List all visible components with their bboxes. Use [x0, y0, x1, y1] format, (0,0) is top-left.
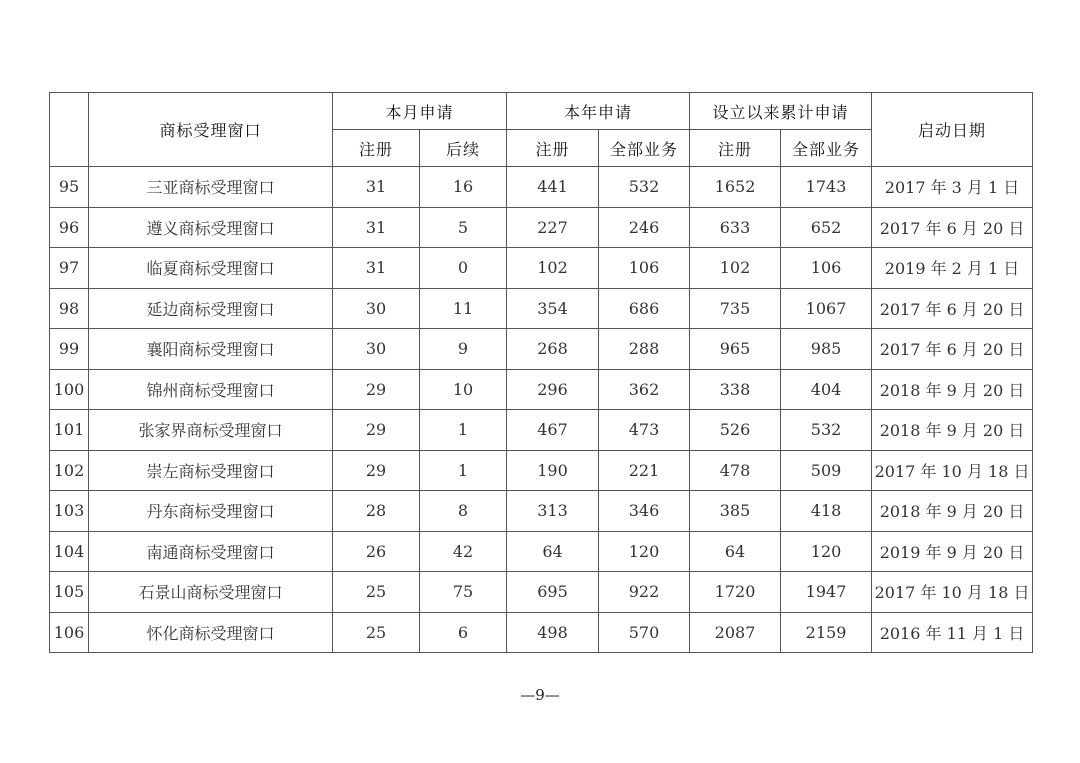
total-all-count: 532 [781, 410, 872, 451]
year-register-count: 296 [507, 369, 599, 410]
month-follow-count: 0 [420, 248, 507, 289]
start-date: 2017 年 6 月 20 日 [872, 207, 1033, 248]
month-follow-count: 9 [420, 329, 507, 370]
table-body [50, 167, 1033, 653]
year-register-count: 313 [507, 491, 599, 532]
total-all-count: 418 [781, 491, 872, 532]
table-row [50, 450, 1033, 491]
year-all-count: 221 [599, 450, 690, 491]
year-register-count: 190 [507, 450, 599, 491]
table-row [50, 248, 1033, 289]
total-register-count: 385 [690, 491, 781, 532]
total-register-count: 526 [690, 410, 781, 451]
total-all-count: 106 [781, 248, 872, 289]
month-follow-count: 16 [420, 167, 507, 208]
month-register-count: 30 [333, 288, 420, 329]
year-register-count: 498 [507, 612, 599, 653]
row-index: 103 [50, 491, 89, 532]
month-register-count: 25 [333, 572, 420, 613]
month-follow-count: 10 [420, 369, 507, 410]
window-name: 南通商标受理窗口 [89, 531, 333, 572]
window-name: 张家界商标受理窗口 [89, 410, 333, 451]
header-year-register: 注册 [507, 130, 599, 167]
year-all-count: 288 [599, 329, 690, 370]
month-register-count: 31 [333, 248, 420, 289]
window-name: 三亚商标受理窗口 [89, 167, 333, 208]
window-name: 崇左商标受理窗口 [89, 450, 333, 491]
row-index: 96 [50, 207, 89, 248]
start-date: 2017 年 6 月 20 日 [872, 329, 1033, 370]
year-all-count: 922 [599, 572, 690, 613]
table-row [50, 207, 1033, 248]
header-index [50, 93, 89, 167]
year-register-count: 354 [507, 288, 599, 329]
window-name: 石景山商标受理窗口 [89, 572, 333, 613]
table-row [50, 612, 1033, 653]
year-all-count: 120 [599, 531, 690, 572]
year-all-count: 686 [599, 288, 690, 329]
start-date: 2019 年 2 月 1 日 [872, 248, 1033, 289]
total-register-count: 338 [690, 369, 781, 410]
total-all-count: 2159 [781, 612, 872, 653]
start-date: 2019 年 9 月 20 日 [872, 531, 1033, 572]
month-register-count: 31 [333, 207, 420, 248]
row-index: 102 [50, 450, 89, 491]
month-follow-count: 8 [420, 491, 507, 532]
trademark-window-table [49, 92, 1033, 653]
total-register-count: 633 [690, 207, 781, 248]
table-row [50, 531, 1033, 572]
window-name: 延边商标受理窗口 [89, 288, 333, 329]
window-name: 怀化商标受理窗口 [89, 612, 333, 653]
year-register-count: 467 [507, 410, 599, 451]
page-number: —9— [520, 686, 560, 704]
header-month-register: 注册 [333, 130, 420, 167]
month-register-count: 29 [333, 450, 420, 491]
row-index: 97 [50, 248, 89, 289]
row-index: 101 [50, 410, 89, 451]
total-all-count: 1743 [781, 167, 872, 208]
year-all-count: 473 [599, 410, 690, 451]
month-follow-count: 1 [420, 450, 507, 491]
start-date: 2017 年 10 月 18 日 [872, 450, 1033, 491]
window-name: 遵义商标受理窗口 [89, 207, 333, 248]
month-follow-count: 6 [420, 612, 507, 653]
table-row [50, 572, 1033, 613]
header-window: 商标受理窗口 [89, 93, 333, 167]
row-index: 100 [50, 369, 89, 410]
row-index: 106 [50, 612, 89, 653]
total-register-count: 735 [690, 288, 781, 329]
header-total-register: 注册 [690, 130, 781, 167]
row-index: 95 [50, 167, 89, 208]
total-register-count: 1720 [690, 572, 781, 613]
year-register-count: 268 [507, 329, 599, 370]
header-row-top [50, 93, 1033, 130]
year-register-count: 102 [507, 248, 599, 289]
window-name: 锦州商标受理窗口 [89, 369, 333, 410]
total-all-count: 509 [781, 450, 872, 491]
header-month-follow: 后续 [420, 130, 507, 167]
month-register-count: 29 [333, 410, 420, 451]
year-all-count: 346 [599, 491, 690, 532]
table-row [50, 167, 1033, 208]
table-row [50, 288, 1033, 329]
year-all-count: 246 [599, 207, 690, 248]
table-row [50, 329, 1033, 370]
month-register-count: 31 [333, 167, 420, 208]
total-all-count: 1947 [781, 572, 872, 613]
year-all-count: 570 [599, 612, 690, 653]
header-year: 本年申请 [507, 93, 690, 130]
header-start-date: 启动日期 [872, 93, 1033, 167]
year-all-count: 532 [599, 167, 690, 208]
month-follow-count: 75 [420, 572, 507, 613]
start-date: 2017 年 10 月 18 日 [872, 572, 1033, 613]
month-follow-count: 1 [420, 410, 507, 451]
table-row [50, 410, 1033, 451]
total-register-count: 1652 [690, 167, 781, 208]
total-all-count: 120 [781, 531, 872, 572]
row-index: 99 [50, 329, 89, 370]
total-all-count: 404 [781, 369, 872, 410]
total-register-count: 64 [690, 531, 781, 572]
start-date: 2018 年 9 月 20 日 [872, 491, 1033, 532]
month-register-count: 29 [333, 369, 420, 410]
header-total-all: 全部业务 [781, 130, 872, 167]
start-date: 2017 年 6 月 20 日 [872, 288, 1033, 329]
total-register-count: 965 [690, 329, 781, 370]
row-index: 105 [50, 572, 89, 613]
window-name: 襄阳商标受理窗口 [89, 329, 333, 370]
start-date: 2016 年 11 月 1 日 [872, 612, 1033, 653]
year-register-count: 227 [507, 207, 599, 248]
month-register-count: 30 [333, 329, 420, 370]
row-index: 98 [50, 288, 89, 329]
start-date: 2017 年 3 月 1 日 [872, 167, 1033, 208]
table-row [50, 491, 1033, 532]
month-follow-count: 11 [420, 288, 507, 329]
table-row [50, 369, 1033, 410]
total-all-count: 1067 [781, 288, 872, 329]
header-total: 设立以来累计申请 [690, 93, 872, 130]
total-register-count: 478 [690, 450, 781, 491]
month-follow-count: 5 [420, 207, 507, 248]
header-month: 本月申请 [333, 93, 507, 130]
total-register-count: 102 [690, 248, 781, 289]
total-all-count: 985 [781, 329, 872, 370]
year-all-count: 362 [599, 369, 690, 410]
start-date: 2018 年 9 月 20 日 [872, 369, 1033, 410]
total-all-count: 652 [781, 207, 872, 248]
row-index: 104 [50, 531, 89, 572]
month-register-count: 26 [333, 531, 420, 572]
window-name: 丹东商标受理窗口 [89, 491, 333, 532]
month-register-count: 28 [333, 491, 420, 532]
window-name: 临夏商标受理窗口 [89, 248, 333, 289]
year-register-count: 695 [507, 572, 599, 613]
year-register-count: 64 [507, 531, 599, 572]
year-register-count: 441 [507, 167, 599, 208]
start-date: 2018 年 9 月 20 日 [872, 410, 1033, 451]
header-year-all: 全部业务 [599, 130, 690, 167]
month-register-count: 25 [333, 612, 420, 653]
month-follow-count: 42 [420, 531, 507, 572]
year-all-count: 106 [599, 248, 690, 289]
total-register-count: 2087 [690, 612, 781, 653]
